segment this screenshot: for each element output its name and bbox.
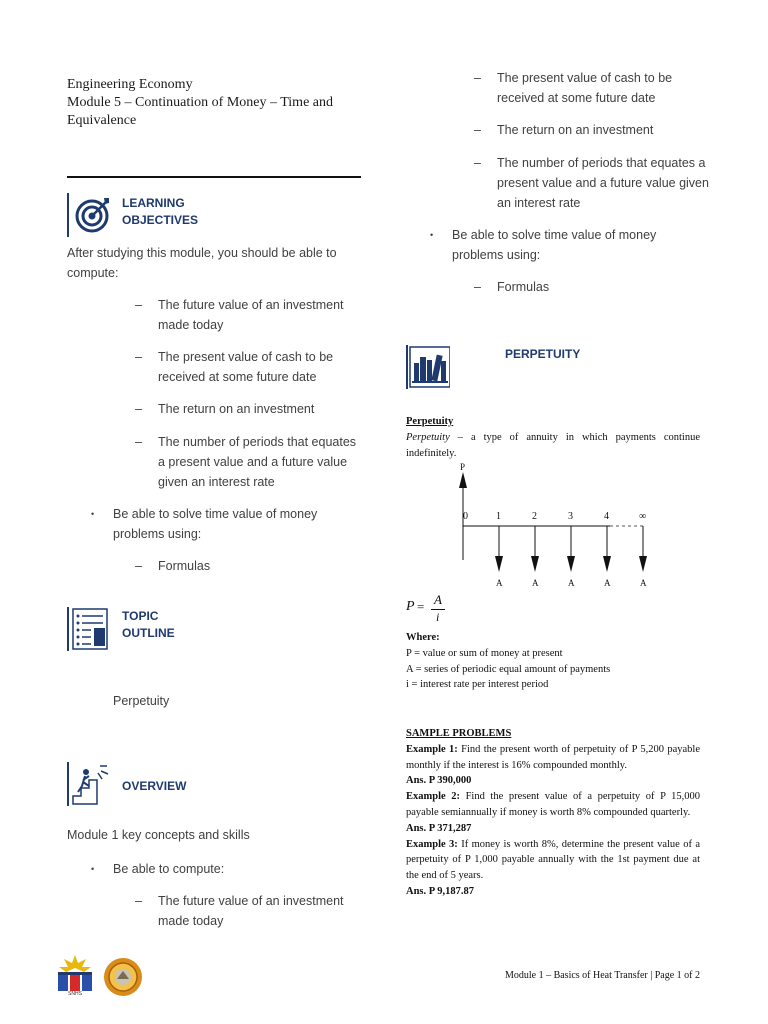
perpetuity-heading: Perpetuity (406, 416, 454, 427)
formula-lhs: P (406, 599, 415, 614)
tick-label: 2 (532, 511, 537, 522)
tick-label: 0 (463, 511, 468, 522)
list-item-text: The number of periods that equates a present value and a future value given an interest rate (158, 435, 357, 489)
bullet-item (91, 859, 313, 879)
page-footer: Module 1 – Basics of Heat Transfer | Page 1 of 2 (504, 970, 700, 981)
payment-label: A (640, 578, 647, 588)
module-title: Module 5 – Continuation of Money – Time and Equivalence (67, 95, 333, 128)
example-text (406, 742, 700, 774)
label-line: OUTLINE (122, 626, 175, 640)
bullet-text: Be able to compute: (113, 862, 225, 876)
dash-marker: – (135, 894, 142, 908)
target-icon (67, 193, 111, 237)
label-line: TOPIC (122, 609, 159, 623)
overview-intro: Module 1 key concepts and skills (67, 828, 250, 842)
list-item (135, 432, 363, 492)
label-line: LEARNING (122, 196, 185, 210)
tick-label: 1 (496, 511, 501, 522)
where-block (406, 630, 706, 693)
dash-marker: – (474, 123, 481, 137)
example-answer: Ans. P 9,187.87 (406, 885, 474, 897)
dash-marker: – (135, 435, 142, 449)
topic-item: Perpetuity (113, 694, 170, 708)
bullet-marker: • (91, 864, 95, 874)
list-item (135, 556, 318, 576)
logo-caption: SNHS (68, 991, 82, 997)
perpetuity-formula (406, 592, 466, 628)
stairs-climber-icon (67, 762, 111, 806)
label-line: OBJECTIVES (122, 213, 199, 227)
list-item (474, 153, 712, 213)
list-item-text: Formulas (158, 559, 211, 573)
definition-term: Perpetuity (406, 432, 450, 443)
dash-marker: – (135, 298, 142, 312)
list-item (474, 68, 712, 108)
list-item-text: The future value of an investment made today (158, 894, 344, 928)
example-label: Example 3: (406, 838, 458, 850)
perpetuity-label: PERPETUITY (505, 347, 581, 361)
formula-numerator: A (434, 592, 442, 607)
diagram-top-label: P (460, 462, 466, 472)
list-item (135, 891, 358, 931)
list-item (474, 120, 712, 140)
tick-label: 4 (604, 511, 609, 522)
list-item-text: Formulas (497, 280, 550, 294)
payment-arrows (495, 526, 647, 572)
list-item-text: The return on an investment (497, 123, 654, 137)
definition-text: – a type of annuity in which payments continue indefinitely. (406, 432, 700, 459)
document-title (67, 76, 397, 130)
example-label: Example 2: (406, 791, 460, 803)
department-seal-logo (103, 957, 143, 997)
example-body: Find the present value of a perpetuity of P 15,000 payable semiannually if money is worth 8% compounded quarterly. (406, 791, 700, 818)
example-text (406, 789, 700, 821)
example-body: If money is worth 8%, determine the present value of a perpetuity of P 1,000 payable annually with the 1st payment due at the end of 5 years. (406, 838, 701, 882)
tick-label: ∞ (639, 511, 647, 522)
where-line: P = value or sum of money at present (406, 647, 563, 659)
objectives-intro: After studying this module, you should be able to compute: (67, 246, 337, 280)
dash-marker: – (135, 402, 142, 416)
payment-label: A (532, 578, 539, 588)
bullet-text: Be able to solve time value of money problems using: (452, 228, 657, 262)
school-seal-logo (53, 953, 97, 997)
outline-list-icon (67, 607, 111, 651)
perpetuity-definition (406, 430, 700, 462)
list-item-text: The present value of cash to be received at some future date (158, 350, 334, 384)
where-label: Where: (406, 632, 440, 643)
list-item-text: The number of periods that equates a present value and a future value given an interest rate (497, 156, 709, 210)
dash-marker: – (474, 280, 481, 294)
bullet-marker: • (430, 230, 434, 240)
formula-equals: = (417, 599, 425, 614)
course-title: Engineering Economy (67, 77, 193, 92)
dash-marker: – (135, 350, 142, 364)
payment-label: A (604, 578, 611, 588)
bullet-item (91, 504, 343, 544)
learning-objectives-label (122, 195, 198, 229)
dash-marker: – (474, 156, 481, 170)
payment-label: A (568, 578, 575, 588)
example-label: Example 1: (406, 743, 458, 755)
formula-denominator: i (436, 610, 440, 624)
books-icon (406, 345, 450, 389)
bullet-text: Be able to solve time value of money problems using: (113, 507, 318, 541)
payment-label: A (496, 578, 503, 588)
list-item-text: The present value of cash to be received at some future date (497, 71, 673, 105)
where-line: i = interest rate per interest period (406, 679, 549, 691)
bullet-item (430, 225, 682, 265)
example-answer: Ans. P 371,287 (406, 822, 472, 834)
where-line: A = series of periodic equal amount of payments (406, 663, 611, 675)
list-item (135, 399, 358, 419)
list-item (135, 295, 358, 335)
example-answer: Ans. P 390,000 (406, 775, 472, 787)
sample-problems-heading: SAMPLE PROBLEMS (406, 728, 512, 739)
topic-outline-label (122, 608, 175, 642)
example-text (406, 837, 700, 884)
dash-marker: – (474, 71, 481, 85)
overview-label: OVERVIEW (122, 779, 187, 793)
tick-label: 3 (568, 511, 573, 522)
list-item (135, 347, 358, 387)
cash-flow-diagram (455, 460, 650, 590)
dash-marker: – (135, 559, 142, 573)
example-body: Find the present worth of perpetuity of P 5,200 payable monthly if the interest is 16% compounded monthly. (406, 743, 701, 771)
bullet-marker: • (91, 509, 95, 519)
list-item-text: The return on an investment (158, 402, 315, 416)
list-item-text: The future value of an investment made today (158, 298, 344, 332)
sample-problems (406, 726, 700, 900)
list-item (474, 277, 657, 297)
title-divider (67, 176, 361, 178)
